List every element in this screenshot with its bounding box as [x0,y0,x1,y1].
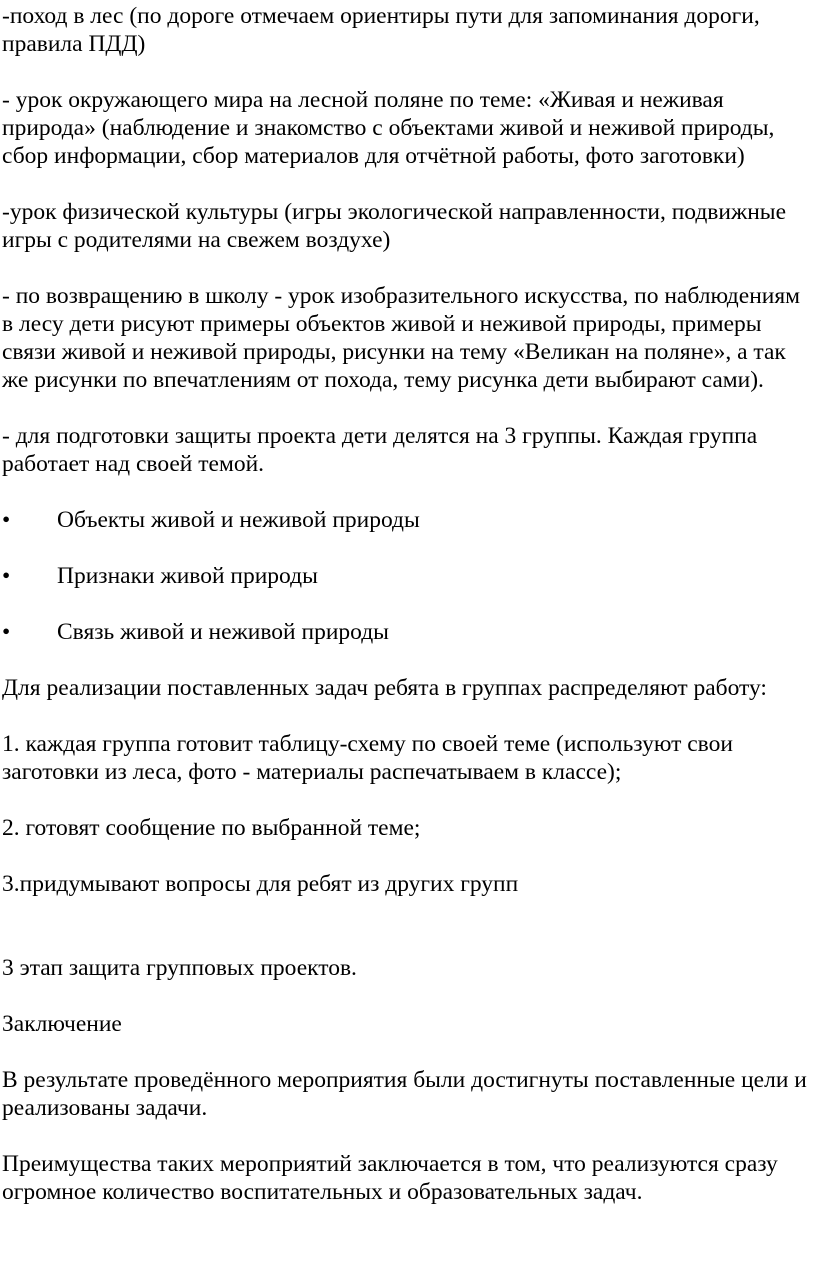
bullet-mark: • [2,619,11,645]
paragraph: - урок окружающего мира на лесной поляне по теме: «Живая и неживая природа» (наблюдение и знакомство с объектами живой и неживой природы, сбор информации, сбор материалов для отчётной работы, фото заготовки) [2,87,775,169]
paragraph: В результате проведённого мероприятия были достигнуты поставленные цели и реализованы задачи. [2,1067,807,1121]
bullet-mark: • [2,507,11,533]
bullet-text: Объекты живой и неживой природы [57,507,420,533]
paragraph: 1. каждая группа готовит таблицу-схему по своей теме (используют свои заготовки из леса, фото - материалы распечатываем в классе); [2,731,733,785]
paragraph: -поход в лес (по дороге отмечаем ориентиры пути для запоминания дороги, правила ПДД) [2,3,760,57]
bullet-mark: • [2,563,11,589]
paragraph: - для подготовки защиты проекта дети делятся на 3 группы. Каждая группа работает над своей темой. [2,423,758,477]
bullet-item [2,506,816,534]
paragraph: 3 этап защита групповых проектов. [2,955,357,981]
paragraph: -урок физической культуры (игры экологической направленности, подвижные игры с родителями на свежем воздухе) [2,199,787,253]
bullet-text: Признаки живой природы [57,563,318,589]
paragraph: - по возвращению в школу - урок изобразительного искусства, по наблюдениям в лесу дети рисуют примеры объектов живой и неживой природы, примеры связи живой и неживой природы, рисунки на тему «Великан на поляне», а так же рисунки по впечатлениям от похода, тему рисунка дети выбирают сами). [2,283,801,393]
section-heading: Заключение [2,1011,122,1037]
bullet-item [2,618,816,646]
paragraph: 3.придумывают вопросы для ребят из других групп [2,871,519,897]
paragraph: 2. готовят сообщение по выбранной теме; [2,815,421,841]
bullet-item [2,562,816,590]
paragraph: Преимущества таких мероприятий заключается в том, что реализуются сразу огромное количество воспитательных и образовательных задач. [2,1151,778,1205]
paragraph: Для реализации поставленных задач ребята в группах распределяют работу: [2,675,767,701]
bullet-text: Связь живой и неживой природы [57,619,389,645]
